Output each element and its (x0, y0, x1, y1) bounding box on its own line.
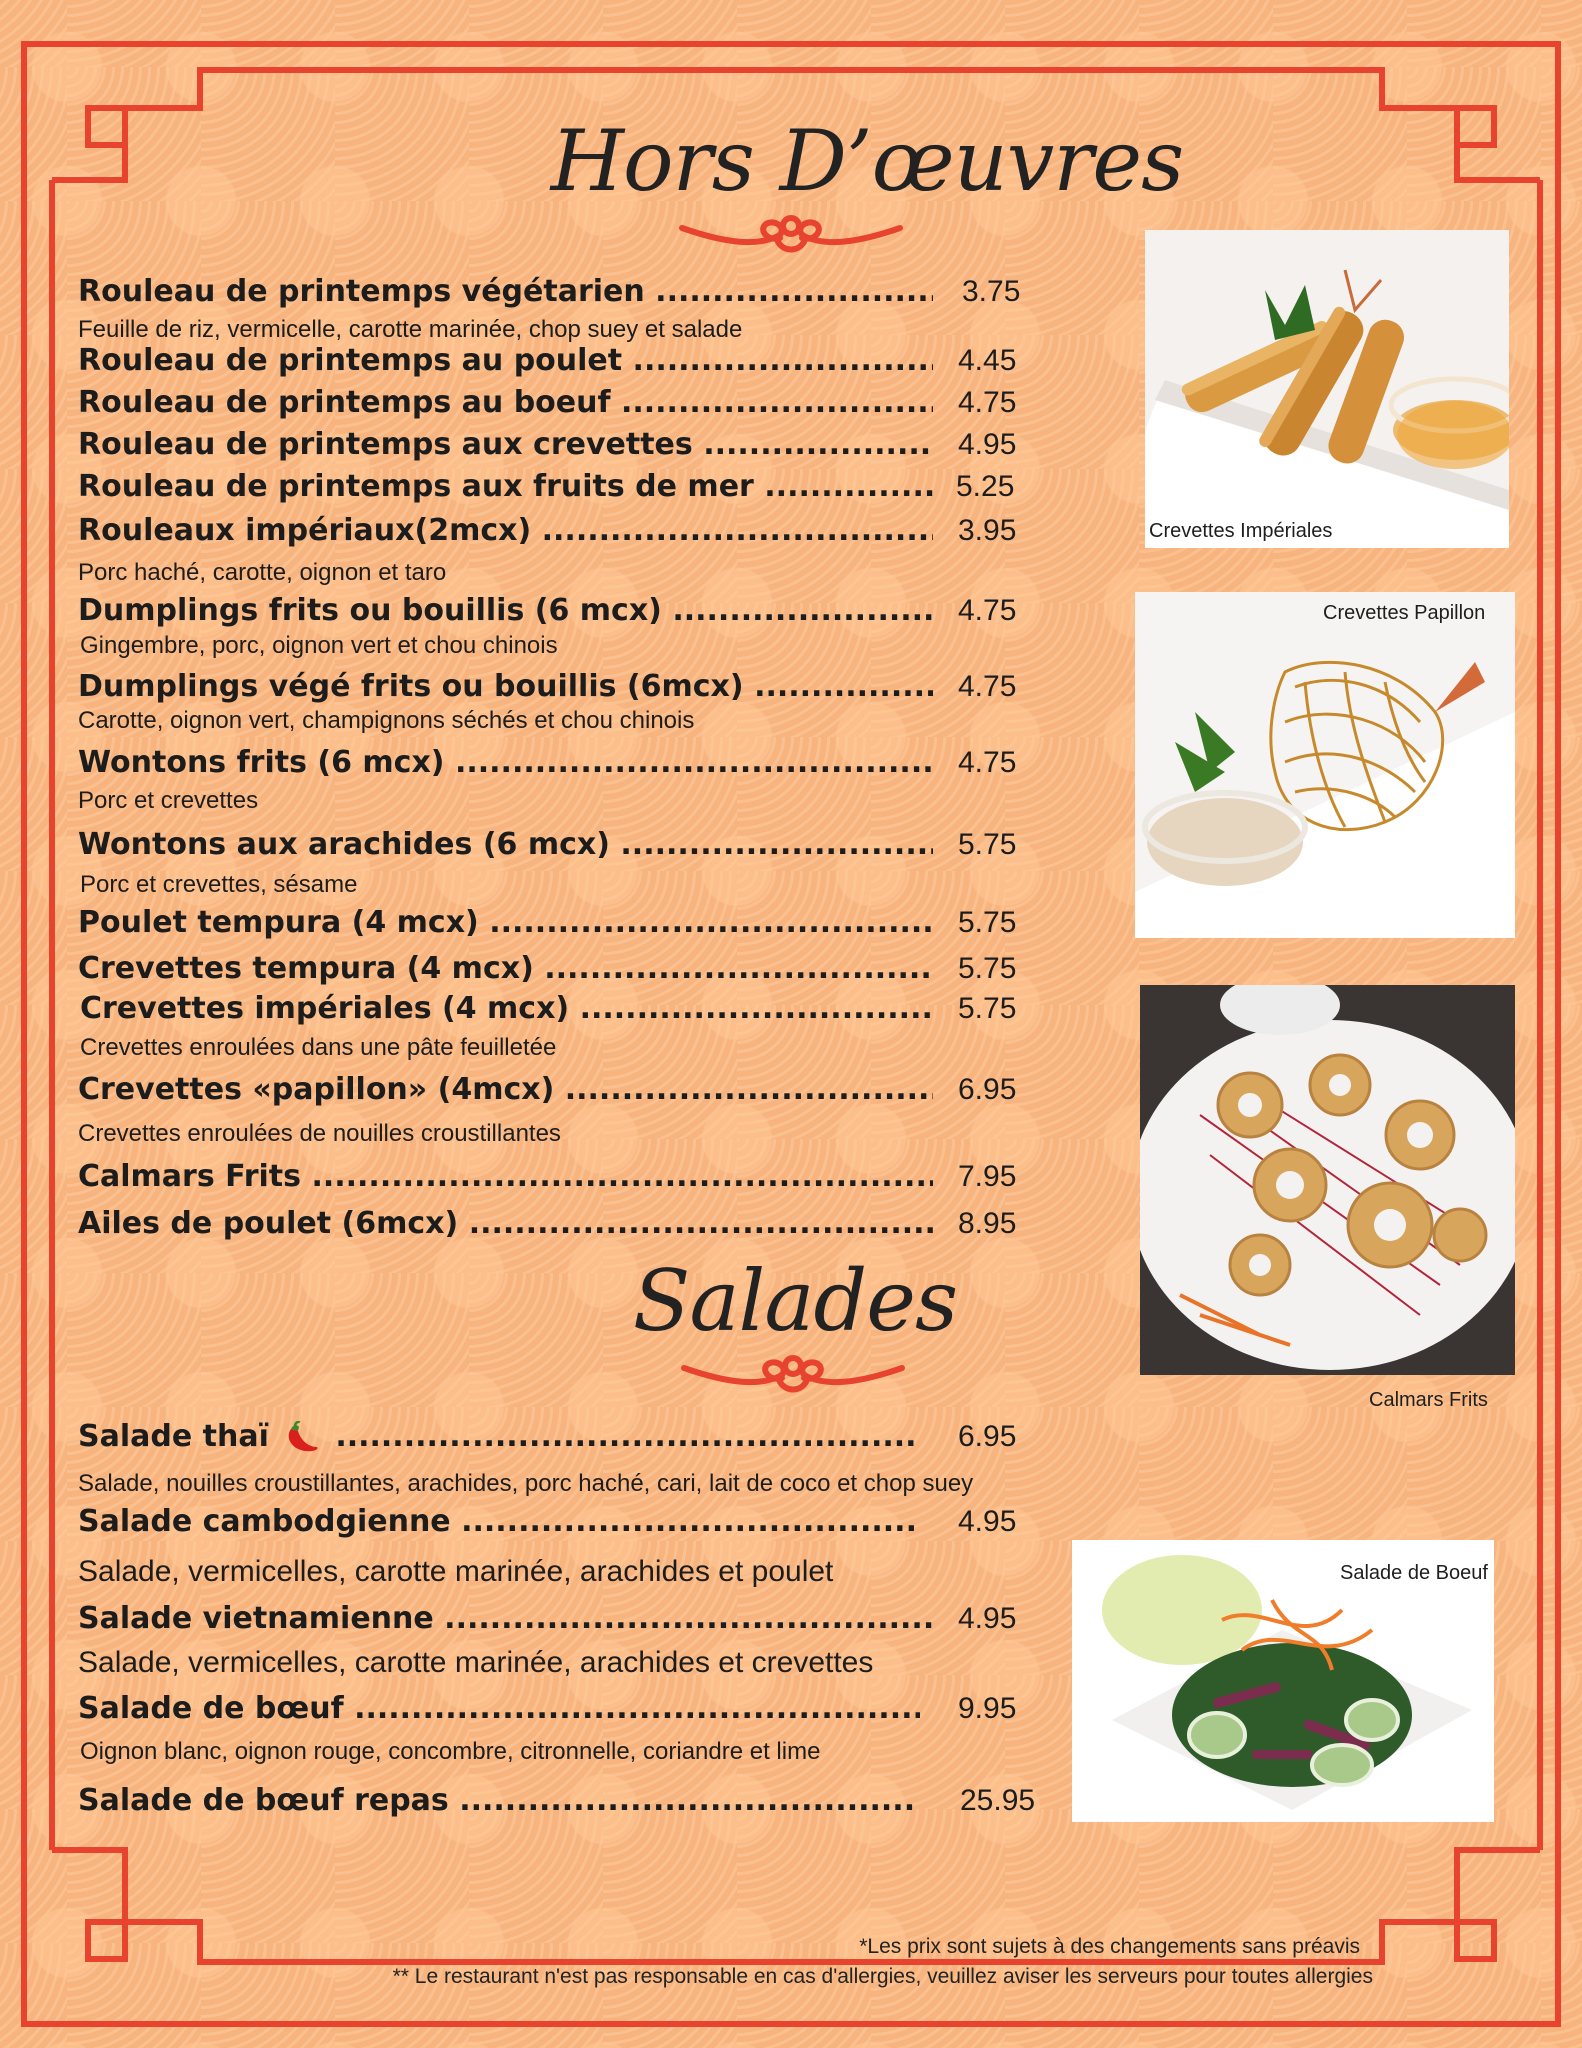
section-title-hors-doeuvres: Hors D’œuvres (550, 112, 1184, 210)
item-name: Dumplings végé frits ou bouillis (6mcx) ..... (78, 668, 933, 706)
item-name: Rouleau de printemps au poulet ..... (78, 342, 933, 380)
item-name: Crevettes «papillon» (4mcx) ..... (78, 1071, 933, 1109)
item-price: 4.75 (958, 594, 1017, 627)
item-description: Gingembre, porc, oignon vert et chou chinois (80, 632, 558, 659)
item-price: 3.95 (958, 514, 1017, 547)
item-name: Rouleau de printemps aux crevettes ..... (78, 426, 933, 464)
photo-caption: Crevettes Impériales (1149, 520, 1333, 542)
item-price: 25.95 (960, 1784, 1036, 1817)
menu-item (78, 1071, 1017, 1109)
item-name: Rouleaux impériaux(2mcx) ..... (78, 512, 933, 550)
photo-caption: Salade de Boeuf (1340, 1562, 1488, 1584)
item-description: Porc et crevettes, sésame (80, 871, 358, 898)
item-name: Salade de bœuf repas ..... (78, 1782, 916, 1820)
flourish-ornament (678, 208, 904, 258)
item-price: 5.25 (956, 470, 1015, 503)
item-price: 5.75 (958, 828, 1017, 861)
item-price: 4.75 (958, 746, 1017, 779)
item-price: 6.95 (958, 1073, 1017, 1106)
item-name-text: Salade thaï (78, 1419, 269, 1454)
photo-caption: Calmars Frits (1369, 1389, 1488, 1411)
item-price: 4.45 (958, 344, 1017, 377)
item-name: Poulet tempura (4 mcx) ..... (78, 904, 933, 942)
flourish-ornament (680, 1348, 906, 1398)
item-description: Porc et crevettes (78, 787, 259, 814)
photo-crevettes-imperiales (1145, 230, 1509, 548)
menu-item (78, 1503, 1017, 1541)
item-price: 4.95 (958, 1602, 1017, 1635)
item-name: Ailes de poulet (6mcx) ..... (78, 1205, 933, 1243)
menu-item (78, 273, 1021, 311)
menu-item (78, 826, 1017, 864)
menu-item (78, 904, 1017, 942)
item-name: Wontons frits (6 mcx) ..... (78, 744, 933, 782)
item-description: Crevettes enroulées dans une pâte feuilletée (80, 1034, 557, 1061)
item-description: Feuille de riz, vermicelle, carotte marinée, chop suey et salade (78, 316, 743, 343)
menu-item (78, 1690, 1017, 1728)
item-description: Oignon blanc, oignon rouge, concombre, citronnelle, coriandre et lime (80, 1738, 821, 1765)
menu-item (78, 1158, 1017, 1196)
spring-rolls-image (1145, 230, 1509, 548)
fried-calamari-image (1140, 985, 1515, 1375)
item-price: 4.75 (958, 670, 1017, 703)
menu-item (78, 1205, 1017, 1243)
item-name: Crevettes impériales (4 mcx) ..... (80, 990, 935, 1028)
item-description: Salade, vermicelles, carotte marinée, arachides et poulet (78, 1555, 834, 1588)
section-title-salades: Salades (632, 1252, 958, 1350)
item-name (78, 1418, 918, 1456)
menu-item (80, 990, 1015, 1028)
item-name: Rouleau de printemps végétarien ..... (78, 273, 933, 311)
item-description: Salade, nouilles croustillantes, arachides, porc haché, cari, lait de coco et chop suey (78, 1470, 974, 1497)
menu-item (78, 744, 1017, 782)
item-price: 4.75 (958, 386, 1017, 419)
menu-item (78, 592, 1017, 630)
price-notice: *Les prix sont sujets à des changements sans préavis (859, 1935, 1360, 1958)
photo-caption: Crevettes Papillon (1323, 602, 1486, 624)
item-price: 8.95 (958, 1207, 1017, 1240)
item-name: Salade cambodgienne ..... (78, 1503, 920, 1541)
menu-item (78, 1782, 1036, 1820)
menu-item (78, 426, 1017, 464)
item-description: Crevettes enroulées de nouilles croustillantes (78, 1120, 561, 1147)
item-price: 5.75 (958, 906, 1017, 939)
item-price: 5.75 (958, 952, 1017, 985)
item-name: Crevettes tempura (4 mcx) ..... (78, 950, 933, 988)
photo-crevettes-papillon (1135, 592, 1515, 938)
item-description: Porc haché, carotte, oignon et taro (78, 559, 447, 586)
item-name: Dumplings frits ou bouillis (6 mcx) ..... (78, 592, 933, 630)
item-description: Carotte, oignon vert, champignons séchés et chou chinois (78, 707, 695, 734)
menu-item (78, 1600, 1017, 1638)
item-price: 7.95 (958, 1160, 1017, 1193)
item-price: 4.95 (958, 428, 1017, 461)
chili-pepper-icon (281, 1421, 321, 1455)
item-price: 9.95 (958, 1692, 1017, 1725)
photo-calmars-frits (1140, 985, 1515, 1375)
item-name: Rouleau de printemps au boeuf ..... (78, 384, 933, 422)
butterfly-shrimp-image (1135, 592, 1515, 938)
menu-item (78, 384, 1017, 422)
menu-item (78, 668, 1017, 706)
item-price: 3.75 (962, 275, 1021, 308)
item-price: 4.95 (958, 1505, 1017, 1538)
allergy-notice: ** Le restaurant n'est pas responsable en cas d'allergies, veuillez aviser les serveurs pour toutes allergies (392, 1965, 1373, 1988)
item-name: Salade de bœuf ..... (78, 1690, 920, 1728)
item-name: Rouleau de printemps aux fruits de mer ..... (78, 468, 933, 506)
item-name: Calmars Frits ..... (78, 1158, 933, 1196)
item-price: 5.75 (958, 992, 1017, 1025)
item-description: Salade, vermicelles, carotte marinée, arachides et crevettes (78, 1646, 874, 1679)
menu-item (78, 512, 1017, 550)
menu-item (78, 342, 1017, 380)
item-name: Salade vietnamienne ..... (78, 1600, 933, 1638)
menu-item (78, 1418, 1017, 1456)
item-price: 6.95 (958, 1420, 1017, 1453)
menu-item (78, 950, 1017, 988)
menu-item (78, 468, 1013, 506)
item-name: Wontons aux arachides (6 mcx) ..... (78, 826, 933, 864)
